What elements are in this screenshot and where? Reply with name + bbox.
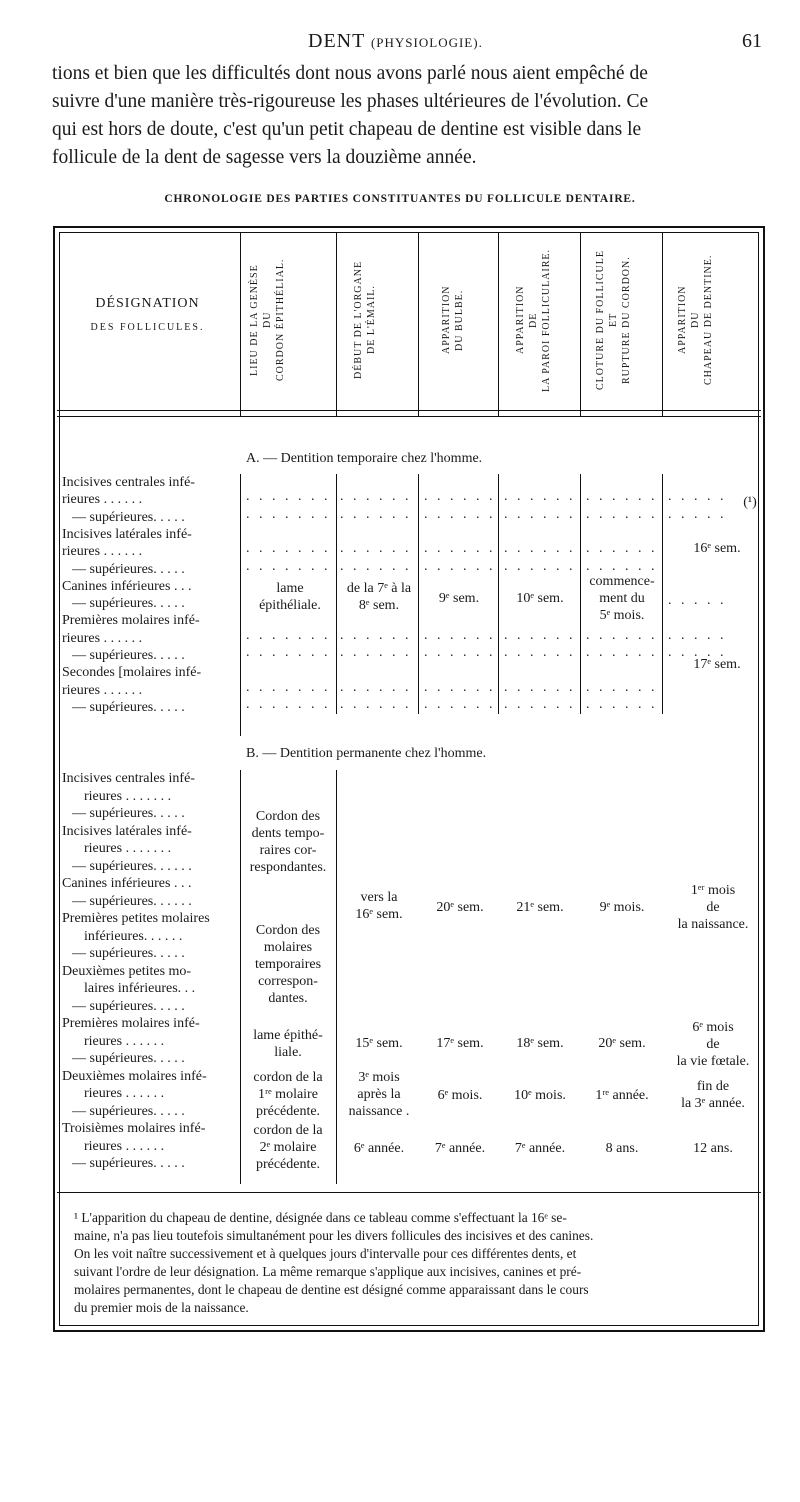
dot-leader: . . . . . . . [246, 558, 331, 574]
table-row-label: — supérieures. . . . . [72, 648, 185, 663]
dot-leader: . . . . . . [424, 506, 496, 522]
header-separator [57, 410, 761, 411]
a-email-cell: de la 7ᵉ à la 8ᵉ sem. [346, 581, 412, 613]
column-divider [240, 770, 241, 1184]
b-m3-cloture-cell: 8 ans. [605, 1141, 639, 1156]
running-head-title: DENT [308, 30, 365, 52]
b-g2-lieu-cell: Cordon des molaires temporaires correspon- dantes. [254, 923, 322, 1006]
paragraph-line: tions et bien que les difficultés dont nous avons parlé nous aient empêché de [52, 63, 648, 84]
dot-leader: . . . . . . [586, 645, 658, 660]
footnote-line: maine, n'a pas lieu toutefois simultanément pour les divers follicules des incisives et des canines. [74, 1228, 594, 1243]
dot-leader: . . . . . . [340, 696, 412, 712]
running-head-subtitle: (PHYSIOLOGIE). [370, 35, 483, 50]
table-row-label: Secondes [molaires infé- [62, 665, 202, 681]
column-divider [498, 232, 499, 416]
dot-leader: . . . . . . . [246, 696, 331, 712]
a-dentine-cell-2: 17ᵉ sem. [693, 657, 741, 672]
column-divider [418, 232, 419, 416]
dot-leader: . . . . . . [504, 541, 576, 557]
b-m1-paroi-cell: 18ᵉ sem. [516, 1036, 564, 1051]
section-b-title: B. — Dentition permanente chez l'homme. [246, 746, 487, 761]
table-row-label: rieures . . . . . . [84, 1138, 165, 1154]
designation-header-title: DÉSIGNATION [95, 296, 200, 311]
table-row-label: — supérieures. . . . . [72, 1051, 185, 1066]
b-g12-cloture-cell: 9ᵉ mois. [599, 900, 645, 915]
dot-leader: . . . . . . [586, 679, 658, 695]
dot-leader: . . . . . . [340, 679, 412, 695]
page-number: 61 [742, 30, 762, 52]
b-g12-email-cell: vers la 16ᵉ sem. [355, 890, 403, 922]
dot-leader: . . . . . [668, 645, 727, 660]
a-footnote-ref: (¹) [743, 495, 757, 510]
designation-header-sub: DES FOLLICULES. [90, 322, 205, 333]
paragraph-line: suivre d'une manière très-rigoureuse les phases ultérieures de l'évolution. Ce [52, 91, 649, 112]
dot-leader: . . . . . . [340, 558, 412, 574]
dot-leader: . . . . . . [504, 679, 576, 695]
table-row-label: — supérieures. . . . . [72, 509, 185, 525]
table-row-label: Premières molaires infé- [62, 613, 200, 629]
a-dentine-cell-1: 16ᵉ sem. [693, 541, 741, 556]
header-separator [57, 416, 761, 417]
dot-leader: . . . . . . . [246, 645, 331, 660]
dot-leader: . . . . . . [504, 558, 576, 574]
b-m3-email-cell: 6ᵉ année. [353, 1141, 405, 1156]
footnote-separator [57, 1192, 761, 1193]
table-row-label: — supérieures. . . . . [72, 596, 185, 612]
table-row-label: Premières molaires infé- [62, 1016, 200, 1031]
table-row-label: Incisives centrales infé- [62, 771, 195, 786]
column-divider [498, 474, 499, 714]
footnote-line: du premier mois de la naissance. [74, 1300, 249, 1315]
b-m3-paroi-cell: 7ᵉ année. [514, 1141, 566, 1156]
paragraph-line: follicule de la dent de sagesse vers la douzième année. [52, 147, 477, 168]
footnote-line: suivant l'ordre de leur désignation. La même remarque s'applique aux incisives, canines et pré- [74, 1264, 582, 1279]
dot-leader: . . . . . . . [246, 627, 331, 643]
column-divider [336, 474, 337, 714]
table-row-label: rieures . . . . . . [62, 630, 143, 646]
column-divider [336, 232, 337, 416]
table-row-label: rieures . . . . . . [62, 682, 143, 698]
dot-leader: . . . . . . [504, 489, 576, 505]
table-row-label: Incisives centrales infé- [62, 475, 195, 490]
footnote-line: On les voit naître successivement et à quelques jours d'intervalle pour ces différentes dents, et [74, 1246, 577, 1261]
column-divider [662, 232, 663, 416]
b-m2-cloture-cell: 1ʳᵉ année. [595, 1088, 649, 1103]
table-row-label: — supérieures. . . . . [72, 946, 185, 961]
dot-leader: . . . . . . [424, 489, 496, 505]
a-lieu-cell: lame épithéliale. [259, 581, 321, 613]
table-row-label: Incisives latérales infé- [62, 823, 192, 839]
table-row-label: rieures . . . . . . . [84, 841, 172, 856]
dot-leader: . . . . . . [340, 627, 412, 643]
table-row-label: rieures . . . . . . [84, 1086, 165, 1101]
dot-leader: . . . . . . [340, 645, 412, 660]
section-a-title: A. — Dentition temporaire chez l'homme. [246, 451, 483, 466]
dot-leader: . . . . . [668, 506, 727, 522]
table-row-label: — supérieures. . . . . . [72, 858, 192, 874]
dot-leader: . . . . . . [424, 679, 496, 695]
dot-leader: . . . . . . [504, 645, 576, 660]
table-row-label: — supérieures. . . . . [72, 806, 185, 821]
dot-leader: . . . . . . [424, 558, 496, 574]
designation-header [60, 296, 235, 333]
table-row-label: Incisives latérales infé- [62, 526, 192, 542]
dot-leader: . . . . . . [504, 627, 576, 643]
column-divider [336, 770, 337, 1184]
dot-leader: . . . . . [668, 593, 727, 609]
b-m2-bulbe-cell: 6ᵉ mois. [437, 1088, 483, 1103]
table-row-label: — supérieures. . . . . [72, 561, 185, 577]
table-row-label: Troisièmes molaires infé- [62, 1121, 206, 1136]
dot-leader: . . . . . . [424, 645, 496, 660]
dot-leader: . . . . . . [586, 696, 658, 712]
col-header-lieu: LIEU DE LA GENÈSE DU CORDON ÉPITHÉLIAL. [249, 258, 286, 382]
table-caption: CHRONOLOGIE DES PARTIES CONSTITUANTES DU FOLLICULE DENTAIRE. [164, 193, 636, 205]
table-row-label: Deuxièmes molaires infé- [62, 1068, 207, 1084]
b-m2-dentine-cell: fin de la 3ᵉ année. [681, 1079, 745, 1111]
table-row-label: Canines inférieures . . . [62, 876, 192, 891]
footnote-line: ¹ L'apparition du chapeau de dentine, désignée dans ce tableau comme s'effectuant la 16ᵉ se- [74, 1210, 567, 1225]
b-m2-paroi-cell: 10ᵉ mois. [514, 1088, 566, 1103]
dot-leader: . . . . . . [586, 558, 658, 574]
dot-leader: . . . . . . [424, 541, 496, 557]
b-m3-dentine-cell: 12 ans. [693, 1141, 733, 1156]
table-row-label: — supérieures. . . . . . [72, 893, 192, 909]
table-row-label: — supérieures. . . . . [72, 1103, 185, 1119]
table-row-label: Deuxièmes petites mo- [62, 963, 192, 979]
a-bulbe-cell: 9ᵉ sem. [438, 591, 480, 606]
dot-leader: . . . . . . [504, 506, 576, 522]
dot-leader: . . . . . . [586, 541, 658, 557]
col-header-cloture: CLOTURE DU FOLLICULE ET RUPTURE DU CORDON. [595, 250, 632, 390]
col-header-bulbe: APPARITION DU BULBE. [441, 285, 465, 355]
col-header-paroi: APPARITION DE LA PAROI FOLLICULAIRE. [515, 248, 552, 392]
dot-leader: . . . . . . [586, 489, 658, 505]
a-paroi-cell: 10ᵉ sem. [516, 591, 564, 606]
b-m1-lieu-cell: lame épithé- liale. [253, 1028, 323, 1060]
col-header-email: DÉBUT DE L'ORGANE DE L'ÉMAIL. [353, 260, 377, 380]
b-m1-bulbe-cell: 17ᵉ sem. [436, 1036, 484, 1051]
dot-leader: . . . . . . [586, 506, 658, 522]
dot-leader: . . . . . . . [246, 679, 331, 695]
dot-leader: . . . . . . . [246, 541, 331, 557]
b-m1-email-cell: 15ᵉ sem. [355, 1036, 403, 1051]
b-g12-dentine-cell: 1ᵉʳ mois de la naissance. [677, 883, 749, 932]
table-row-label: rieures . . . . . . . [84, 788, 172, 804]
dot-leader: . . . . . . [586, 627, 658, 643]
dot-leader: . . . . . [668, 489, 727, 505]
b-m1-cloture-cell: 20ᵉ sem. [598, 1036, 646, 1051]
b-m3-lieu-cell: cordon de la 2ᵉ molaire précédente. [253, 1123, 323, 1172]
dot-leader: . . . . . . . [246, 489, 331, 505]
table-row-label: — supérieures. . . . . [72, 998, 185, 1014]
column-divider [662, 474, 663, 714]
b-g12-bulbe-cell: 20ᵉ sem. [436, 900, 484, 915]
table-row-label: rieures . . . . . . [62, 492, 143, 508]
dot-leader: . . . . . . [340, 489, 412, 505]
dot-leader: . . . . . . [424, 627, 496, 643]
column-divider [240, 232, 241, 416]
dot-leader: . . . . . . [504, 696, 576, 712]
table-row-label: rieures . . . . . . [84, 1033, 165, 1049]
column-divider [580, 474, 581, 714]
b-m1-dentine-cell: 6ᵉ mois de la vie fœtale. [676, 1020, 750, 1069]
a-cloture-cell: commence- ment du 5ᵉ mois. [589, 574, 655, 623]
dot-leader: . . . . . . [424, 696, 496, 712]
footnote [74, 1209, 746, 1317]
b-m2-lieu-cell: cordon de la 1ʳᵉ molaire précédente. [253, 1070, 323, 1119]
dot-leader: . . . . . . [340, 506, 412, 522]
dot-leader: . . . . . [668, 627, 727, 643]
table-row-label: inférieures. . . . . . [84, 928, 183, 944]
b-m3-bulbe-cell: 7ᵉ année. [434, 1141, 486, 1156]
dot-leader: . . . . . . . [246, 506, 331, 522]
table-row-label: Premières petites molaires [62, 911, 210, 926]
b-g12-paroi-cell: 21ᵉ sem. [516, 900, 564, 915]
column-divider [580, 232, 581, 416]
column-divider [240, 474, 241, 736]
table-row-label: rieures . . . . . . [62, 544, 143, 560]
body-paragraph [52, 60, 770, 172]
dot-leader: . . . . . . [340, 541, 412, 557]
table-row-label: laires inférieures. . . [84, 981, 196, 996]
footnote-line: molaires permanentes, dont le chapeau de dentine est désigné comme apparaissant dans le cours [74, 1282, 589, 1297]
table-row-label: — supérieures. . . . . [72, 699, 185, 715]
b-m2-email-cell: 3ᵉ mois après la naissance . [348, 1070, 410, 1119]
col-header-dentine: APPARITION DU CHAPEAU DE DENTINE. [677, 254, 714, 386]
paragraph-line: qui est hors de doute, c'est qu'un petit chapeau de dentine est visible dans le [52, 119, 642, 140]
table-row-label: — supérieures. . . . . [72, 1156, 185, 1171]
b-g1-lieu-cell: Cordon des dents tempo- raires cor- respondantes. [249, 809, 327, 875]
running-head [308, 30, 483, 53]
table-row-label: Canines inférieures . . . [62, 578, 192, 594]
